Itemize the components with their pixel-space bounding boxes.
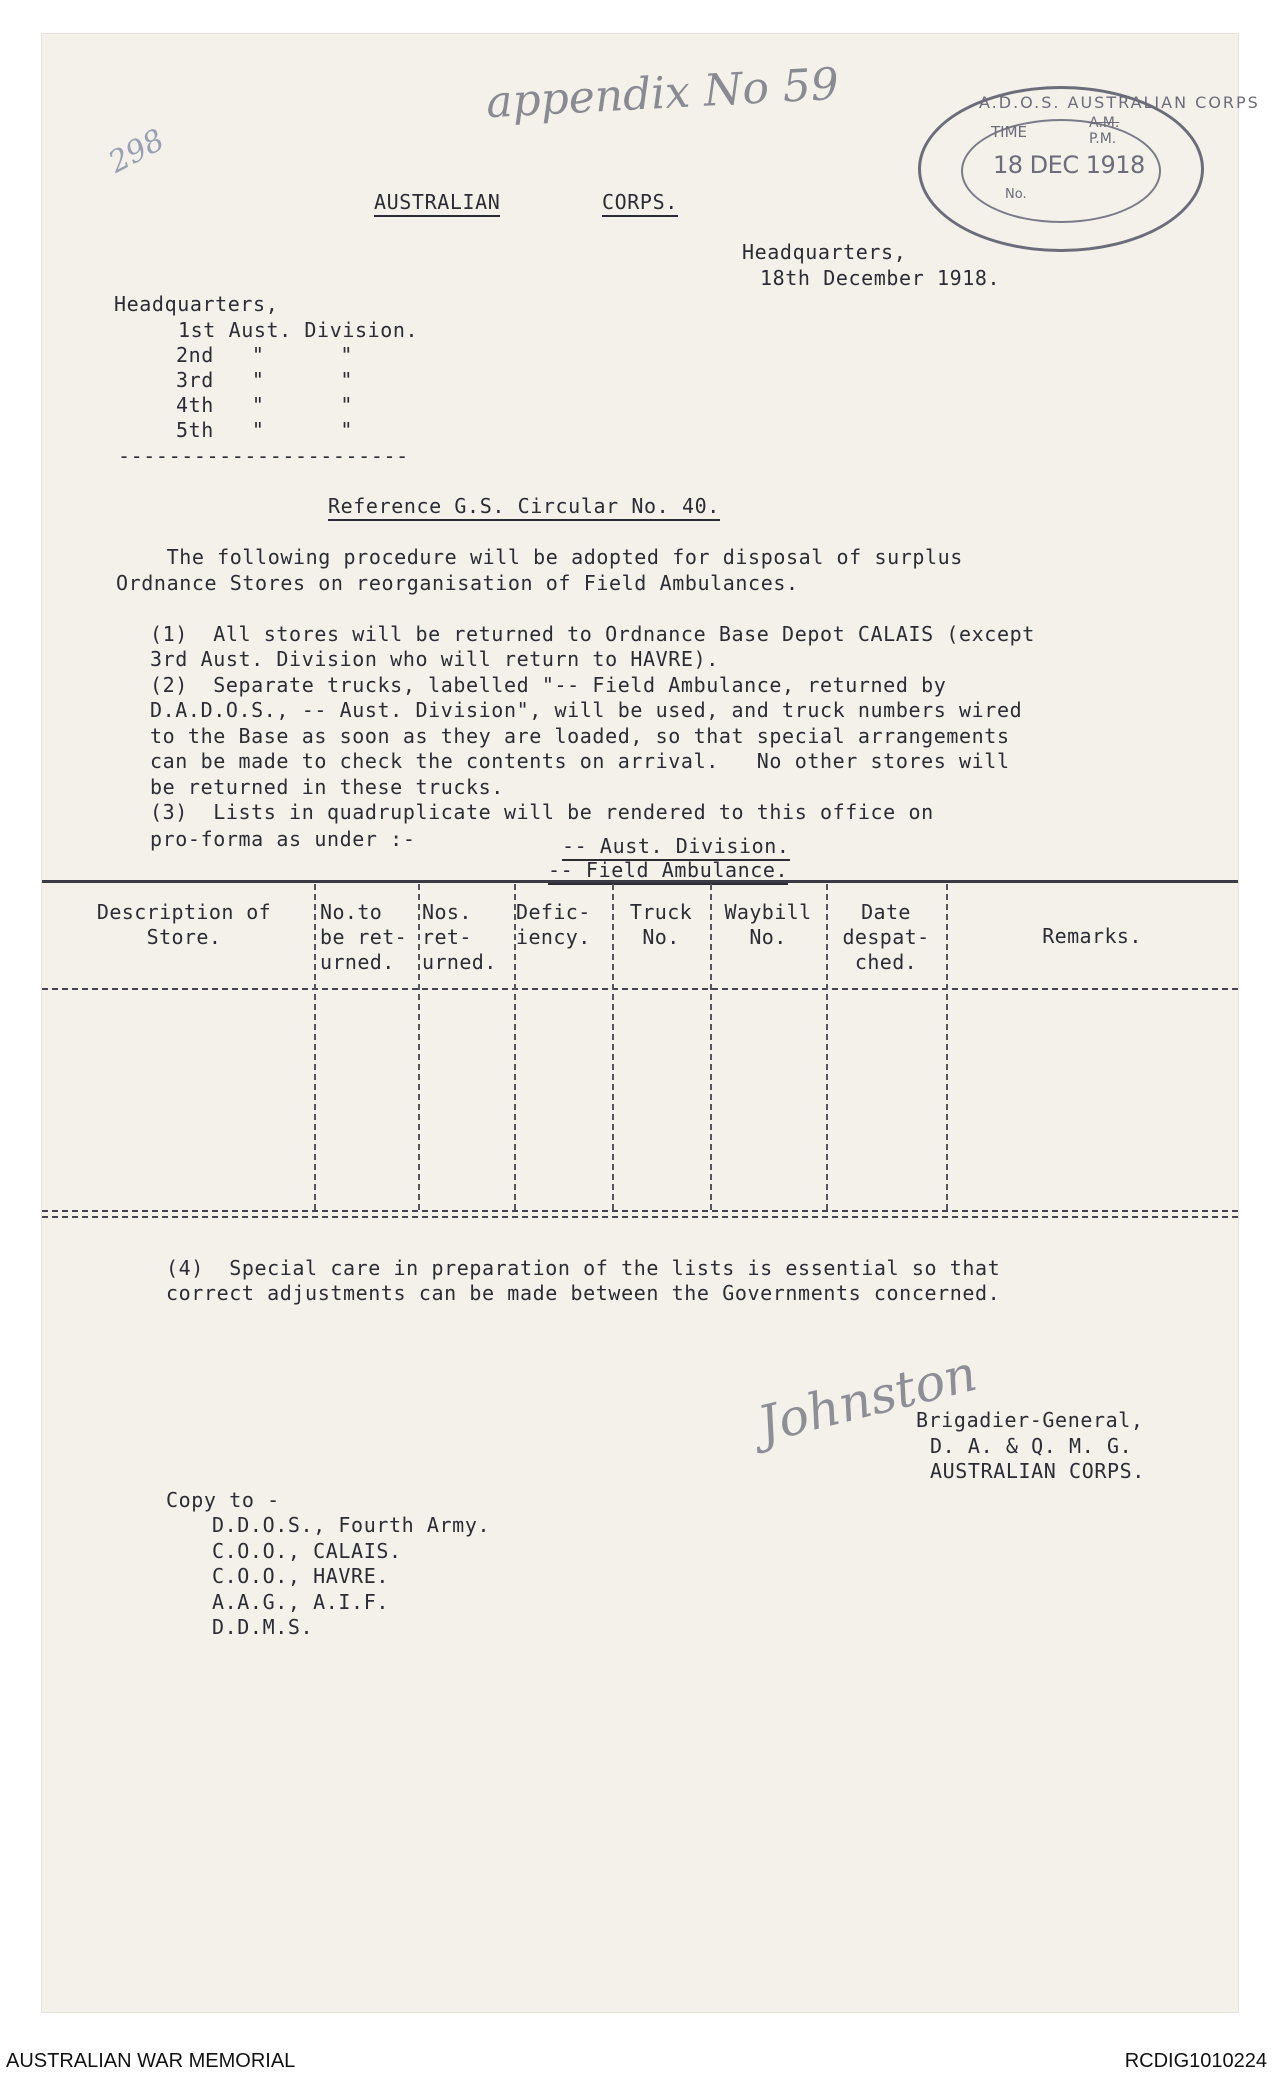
instruction-line: (3) Lists in quadruplicate will be rendered to this office on — [150, 800, 934, 824]
addressee-line: 2nd " " — [176, 343, 353, 367]
column-header-deficiency: Defic- iency. — [516, 900, 591, 949]
instruction-line: can be made to check the contents on arrival. No other stores will — [150, 749, 1010, 773]
signatory-formation: AUSTRALIAN CORPS. — [930, 1459, 1145, 1483]
column-header-to-be-returned: No.to be ret- urned. — [320, 900, 408, 974]
addressee-line: 3rd " " — [176, 368, 353, 392]
instruction-line: (2) Separate trucks, labelled "-- Field Ambulance, returned by — [150, 673, 947, 697]
letter-date: 18th December 1918. — [760, 266, 1001, 290]
instruction-line: D.A.D.O.S., -- Aust. Division", will be used, and truck numbers wired — [150, 698, 1023, 722]
instruction-line: to the Base as soon as they are loaded, so that special arrangements — [150, 724, 1010, 748]
sender-headquarters: Headquarters, — [742, 240, 907, 264]
table-bottom-rule-double — [42, 1216, 1238, 1218]
copy-recipient: D.D.O.S., Fourth Army. — [212, 1513, 491, 1537]
column-header-truck-no: Truck No. — [629, 900, 693, 949]
intro-line: Ordnance Stores on reorganisation of Field Ambulances. — [116, 571, 799, 595]
copy-recipient: C.O.O., CALAIS. — [212, 1539, 402, 1563]
closing-instruction-line: correct adjustments can be made between the Governments concerned. — [166, 1281, 1001, 1305]
instruction-line: 3rd Aust. Division who will return to HAVRE). — [150, 647, 719, 671]
addressee-line: 5th " " — [176, 418, 353, 442]
instruction-line: pro-forma as under :- — [150, 827, 416, 851]
addressee-line: 4th " " — [176, 393, 353, 417]
stamp-time-label: TIME — [991, 123, 1028, 141]
stamp-pm-label: P.M. — [1089, 131, 1117, 147]
intro-line: The following procedure will be adopted for disposal of surplus — [116, 545, 963, 569]
corps-title-right: CORPS. — [602, 190, 678, 217]
handwritten-signature: Johnston — [752, 1343, 983, 1455]
stamp-ring-text: A.D.O.S. AUSTRALIAN CORPS — [979, 93, 1260, 112]
table-bottom-rule — [42, 1210, 1238, 1212]
table-top-rule — [42, 880, 1238, 883]
stamp-am-label: A.M. — [1089, 115, 1120, 131]
received-stamp — [918, 86, 1260, 252]
addressee-line: 1st Aust. Division. — [178, 318, 419, 342]
addressee-divider: ----------------------- — [118, 444, 409, 468]
handwritten-appendix-note: appendix No 59 — [484, 58, 841, 129]
handwritten-page-number: 298 — [103, 122, 171, 181]
copy-recipient: A.A.G., A.I.F. — [212, 1590, 389, 1614]
instruction-line: (1) All stores will be returned to Ordnance Base Depot CALAIS (except — [150, 622, 1035, 646]
closing-instruction-line: (4) Special care in preparation of the lists is essential so that — [166, 1256, 1001, 1280]
pro-forma-table — [42, 880, 1238, 1220]
addressee-line: Headquarters, — [114, 292, 279, 316]
form-division-heading: -- Aust. Division. — [562, 834, 790, 861]
column-header-returned: Nos. ret- urned. — [422, 900, 497, 974]
reference-line: Reference G.S. Circular No. 40. — [328, 494, 720, 521]
column-header-waybill-no: Waybill No. — [724, 900, 812, 949]
stamp-number-label: No. — [1005, 187, 1027, 202]
signatory-appointment: D. A. & Q. M. G. — [930, 1434, 1133, 1458]
form-ambulance-heading: -- Field Ambulance. — [548, 858, 788, 885]
copy-recipient: C.O.O., HAVRE. — [212, 1564, 389, 1588]
signatory-rank: Brigadier-General, — [916, 1408, 1144, 1432]
archive-credit: AUSTRALIAN WAR MEMORIAL — [6, 2050, 296, 2072]
column-header-remarks: Remarks. — [1042, 924, 1142, 948]
column-header-date-despatched: Date despat- ched. — [842, 900, 930, 974]
instruction-line: be returned in these trucks. — [150, 775, 504, 799]
archive-reference: RCDIG1010224 — [1124, 2050, 1267, 2072]
column-header-description: Description of Store. — [96, 900, 272, 949]
table-header-rule — [42, 988, 1238, 990]
copy-recipient: D.D.M.S. — [212, 1615, 314, 1639]
copy-to-label: Copy to - — [166, 1488, 280, 1512]
corps-title-left: AUSTRALIAN — [374, 190, 500, 217]
stamp-date: 18 DEC 1918 — [993, 151, 1145, 179]
